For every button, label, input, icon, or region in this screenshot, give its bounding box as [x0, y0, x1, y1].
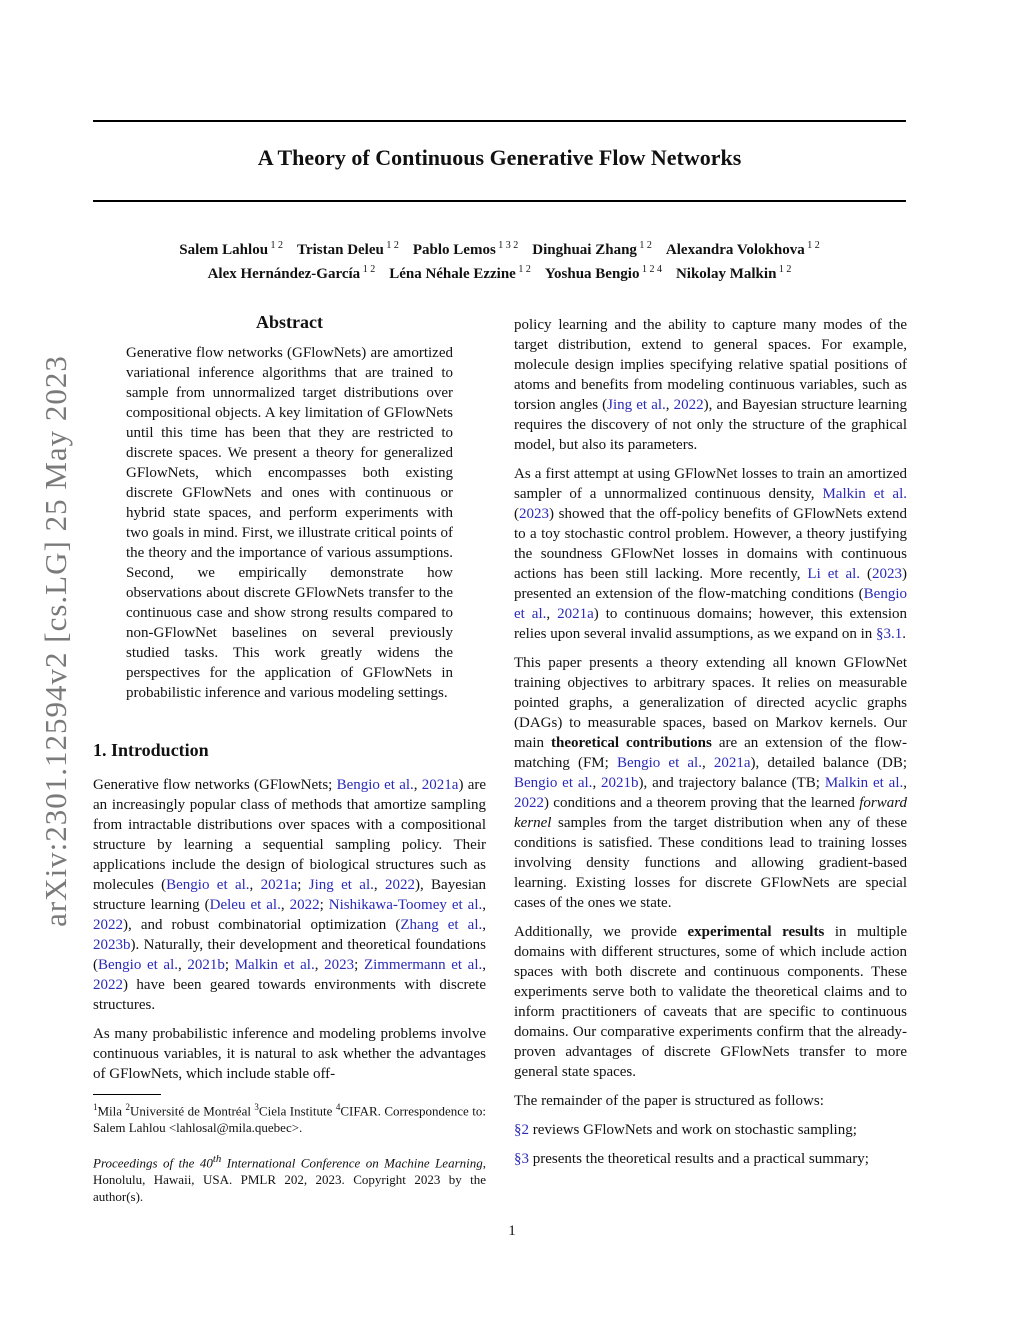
author-affiliation-marks: 1 2 — [515, 264, 531, 275]
author-name: Nikolay Malkin — [675, 266, 777, 282]
citation-link[interactable]: 2021a — [260, 877, 298, 893]
text-run: ( — [860, 566, 873, 582]
citation-link[interactable]: 2021a — [713, 755, 751, 771]
section-3-summary — [514, 1149, 907, 1169]
right-paragraph-5 — [514, 1091, 907, 1111]
citation-link[interactable]: Malkin et al. — [234, 957, 315, 973]
text-run: ) presented an extension of the flow-matching conditions ( — [514, 566, 908, 602]
citation-link[interactable]: Zimmermann et al. — [363, 957, 483, 973]
text-run: As a first attempt at using GFlowNet losses to train an amortized sampler of a unnormalized continuous density, — [514, 466, 907, 502]
text-run: ; — [224, 957, 235, 973]
author — [666, 242, 820, 258]
text-run: , — [482, 917, 486, 933]
text-run: , — [592, 775, 602, 791]
citation-link[interactable]: Malkin et al. — [822, 486, 908, 502]
citation-link[interactable]: Nishikawa-Toomey et al. — [328, 897, 483, 913]
citation-link[interactable]: §3 — [514, 1151, 529, 1167]
citation-link[interactable]: 2021b — [601, 775, 639, 791]
text-run: , — [903, 775, 907, 791]
author-affiliation-marks: 1 2 — [636, 240, 652, 251]
author — [297, 242, 399, 258]
citation-link[interactable]: Bengio et al. — [336, 777, 414, 793]
text-run: ), detailed balance (DB; — [750, 755, 907, 771]
citation-link[interactable]: 2023 — [872, 566, 903, 582]
text-run: ; — [354, 957, 364, 973]
text-run: ), and Bayesian structure learning requires the discovery of not only the structure of the graphical model, but also its parameters. — [514, 397, 907, 453]
citation-link[interactable]: 2022 — [289, 897, 320, 913]
text-run: , — [280, 897, 290, 913]
author-name: Alex Hernández-García — [207, 266, 361, 282]
proceedings-conference: International Conference on Machine Learning — [221, 1155, 483, 1171]
intro-paragraph-2 — [93, 1024, 486, 1084]
author-affiliation-marks: 1 3 2 — [495, 240, 519, 251]
author-name: Pablo Lemos — [412, 242, 496, 258]
intro-paragraph-1 — [93, 775, 486, 1015]
text-run: , — [314, 957, 325, 973]
right-paragraph-3 — [514, 653, 907, 913]
citation-link[interactable]: 2022 — [384, 877, 415, 893]
author-line-2 — [93, 260, 906, 284]
proceedings-details: , Honolulu, Hawaii, USA. PMLR 202, 2023. Copyright 2023 by the author(s). — [93, 1155, 486, 1205]
right-paragraph-2 — [514, 464, 907, 644]
citation-link[interactable]: Li et al. — [807, 566, 861, 582]
citation-link[interactable]: Bengio et al. — [616, 755, 702, 771]
text-run: in multiple domains with different structures, some of which include action spaces with both discrete and continuous components. These experiments serve both to validate the theoretical claims and to inform practitioners of caveats that are specific to continuous domains. Our comparative experiments confirm that the already-proven advantages of discrete GFlowNets transfer to more general state spaces. — [514, 924, 907, 1080]
text-run: , — [665, 397, 674, 413]
right-paragraph-4 — [514, 922, 907, 1082]
author-affiliation-marks: 1 2 — [268, 240, 284, 251]
author-name: Léna Néhale Ezzine — [389, 266, 516, 282]
citation-link[interactable]: Bengio et al. — [514, 586, 907, 622]
left-column-body — [93, 775, 486, 1093]
citation-link[interactable]: Jing et al. — [607, 397, 666, 413]
author — [545, 266, 662, 282]
footnote-rule — [93, 1094, 161, 1095]
author-name: Alexandra Volokhova — [665, 242, 805, 258]
text-run: ) showed that the off-policy benefits of GFlowNets extend to a toy stochastic control problem. However, a theory justifying the soundness GFlowNet losses in domains with continuous actions has been still lacking. More recently, — [514, 506, 907, 582]
affiliation-cifar-correspondence: CIFAR. Correspondence to: Salem Lahlou <lahlosal@mila.quebec>. — [93, 1103, 486, 1136]
affiliation-udem: Université de Montréal — [130, 1103, 255, 1119]
text-run: policy learning and the ability to capture many modes of the target distribution, extend to general spaces. For example, molecule design implies specifying relative spatial positions of atoms and benefits from modeling continuous variables, such as torsion angles ( — [514, 317, 907, 413]
author-name: Tristan Deleu — [297, 242, 384, 258]
italic-phrase: forward kernel — [514, 795, 907, 831]
text-run: ; — [297, 877, 309, 893]
citation-link[interactable]: 2022 — [93, 917, 123, 933]
text-run: . — [902, 626, 907, 642]
section-2-summary — [514, 1120, 907, 1140]
citation-link[interactable]: 2021a — [421, 777, 459, 793]
text-run: ), and trajectory balance (TB; — [638, 775, 825, 791]
abstract-text: Generative flow networks (GFlowNets) are amortized variational inference algorithms that are trained to sample from unnormalized target distributions over compositional objects. A key limitation of GFlowNets until this time has been that they are restricted to discrete spaces. We present a theory for generalized GFlowNets, which encompasses both existing discrete GFlowNets and ones with continuous or hybrid state spaces, and perform experiments with two goals in mind. First, we illustrate critical points of the theory and the importance of various assumptions. Second, we empirically demonstrate how observations about discrete GFlowNets transfer to the continuous case and show strong results compared to non-GFlowNet baselines on several previously studied tasks. This work greatly widens the perspectives for the application of GFlowNets in probabilistic inference and various modeling settings. — [126, 345, 453, 701]
text-run: , — [546, 606, 558, 622]
citation-link[interactable]: 2023 — [519, 506, 549, 522]
author-affiliation-marks: 1 2 — [776, 264, 792, 275]
author-name: Dinghuai Zhang — [532, 242, 637, 258]
citation-link[interactable]: 2023b — [93, 937, 131, 953]
author-name: Yoshua Bengio — [544, 266, 640, 282]
author-affiliation-marks: 1 2 — [383, 240, 399, 251]
proceedings-prefix: Proceedings of the — [93, 1155, 200, 1171]
author — [208, 266, 376, 282]
text-run: , — [413, 777, 422, 793]
proceedings-number: 40 — [199, 1155, 213, 1171]
citation-link[interactable]: Deleu et al. — [209, 897, 281, 913]
proceedings-note — [93, 1151, 486, 1205]
author — [389, 266, 531, 282]
text-run: , — [249, 877, 261, 893]
right-column-body — [514, 315, 907, 1178]
citation-link[interactable]: 2021b — [187, 957, 225, 973]
citation-link[interactable]: §2 — [514, 1122, 529, 1138]
text-run: , — [701, 755, 714, 771]
author — [532, 242, 652, 258]
text-run: samples from the target distribution when any of these conditions is satisfied. These conditions lead to training losses involving density functions and allowing gradient-based learning. Existing losses for discrete GFlowNets are special cases of the ones we state. — [514, 815, 907, 911]
affiliations-footnote: $^1$Mila $^2$Université de Montréal $^3$Ciela Institute $^4$CIFAR. Correspondence to: Salem Lahlou <lahlosal@mila.quebec>. — [93, 1102, 486, 1136]
text-run: reviews GFlowNets and work on stochastic sampling; — [529, 1122, 857, 1138]
author-affiliation-marks: 1 2 — [360, 264, 376, 275]
citation-link[interactable]: 2022 — [673, 397, 704, 413]
page-number: 1 — [508, 1223, 516, 1239]
abstract-heading: Abstract — [256, 312, 323, 332]
bold-phrase: experimental results — [687, 924, 825, 940]
text-run: This paper presents a theory extending all known GFlowNet training objectives to arbitrary spaces. It relies on measurable pointed graphs, a generalization of directed acyclic graphs (DAGs) to measurable spaces, based on Markov kernels. Our main — [514, 655, 907, 751]
citation-link[interactable]: 2023 — [324, 957, 355, 973]
text-run: ) are an increasingly popular class of methods that amortize sampling from intractable distributions over spaces with a compositional structure by learning a sequential sampling policy. Their applications include the design of biological structures such as molecules ( — [93, 777, 487, 893]
text-run: ) have been geared towards environments with discrete structures. — [93, 977, 486, 1013]
citation-link[interactable]: 2022 — [93, 977, 123, 993]
arxiv-sidebar-stamp: arXiv:2301.12594v2 [cs.LG] 25 May 2023 — [38, 355, 73, 927]
citation-link[interactable]: Malkin et al. — [824, 775, 904, 791]
text-run: , — [178, 957, 188, 973]
text-run: ( — [514, 506, 519, 522]
citation-link[interactable]: Jing et al. — [308, 877, 374, 893]
text-run: As many probabilistic inference and modeling problems involve continuous variables, it is natural to ask whether the advantages of GFlowNets, which include stable off- — [93, 1026, 486, 1082]
text-run: , — [373, 877, 385, 893]
citation-link[interactable]: Bengio et al. — [514, 775, 593, 791]
right-paragraph-1 — [514, 315, 907, 455]
text-run: ). Naturally, their development and theoretical foundations ( — [93, 937, 486, 973]
author-affiliation-marks: 1 2 — [804, 240, 820, 251]
text-run: , — [482, 957, 487, 973]
top-rule — [93, 120, 906, 122]
proceedings-ordinal: th — [212, 1153, 222, 1165]
affiliation-ciela: Ciela Institute — [258, 1103, 336, 1119]
affiliation-mila: Mila — [97, 1103, 126, 1119]
introduction-heading: 1. Introduction — [93, 740, 209, 760]
text-run: ) to continuous domains; however, this extension relies upon several invalid assumptions, as we expand on in — [514, 606, 907, 642]
author-affiliation-marks: 1 2 4 — [639, 264, 662, 275]
text-run: The remainder of the paper is structured as follows: — [514, 1093, 824, 1109]
citation-link[interactable]: 2022 — [514, 795, 544, 811]
text-run: , — [482, 897, 487, 913]
author — [413, 242, 518, 258]
text-run: ) conditions and a theorem proving that the learned — [544, 795, 860, 811]
author — [676, 266, 791, 282]
text-run: Additionally, we provide — [514, 924, 688, 940]
citation-link[interactable]: Bengio et al. — [98, 957, 179, 973]
paper-title: A Theory of Continuous Generative Flow Networks — [257, 145, 742, 170]
text-run: presents the theoretical results and a practical summary; — [529, 1151, 869, 1167]
citation-link[interactable]: Bengio et al. — [166, 877, 250, 893]
author — [179, 242, 283, 258]
author-list — [93, 236, 906, 284]
text-run: ), Bayesian structure learning ( — [93, 877, 487, 913]
citation-link[interactable]: 2021a — [557, 606, 594, 622]
title-bottom-rule — [93, 200, 906, 202]
author-name: Salem Lahlou — [179, 242, 269, 258]
text-run: are an extension of the flow-matching (FM; — [514, 735, 907, 771]
bold-phrase: theoretical contributions — [550, 735, 712, 751]
citation-link[interactable]: Zhang et al. — [400, 917, 483, 933]
citation-link[interactable]: §3.1 — [876, 626, 903, 642]
text-run: ; — [319, 897, 329, 913]
text-run: ), and robust combinatorial optimization ( — [123, 917, 401, 933]
author-line-1 — [93, 236, 906, 260]
text-run: Generative flow networks (GFlowNets; — [93, 777, 337, 793]
